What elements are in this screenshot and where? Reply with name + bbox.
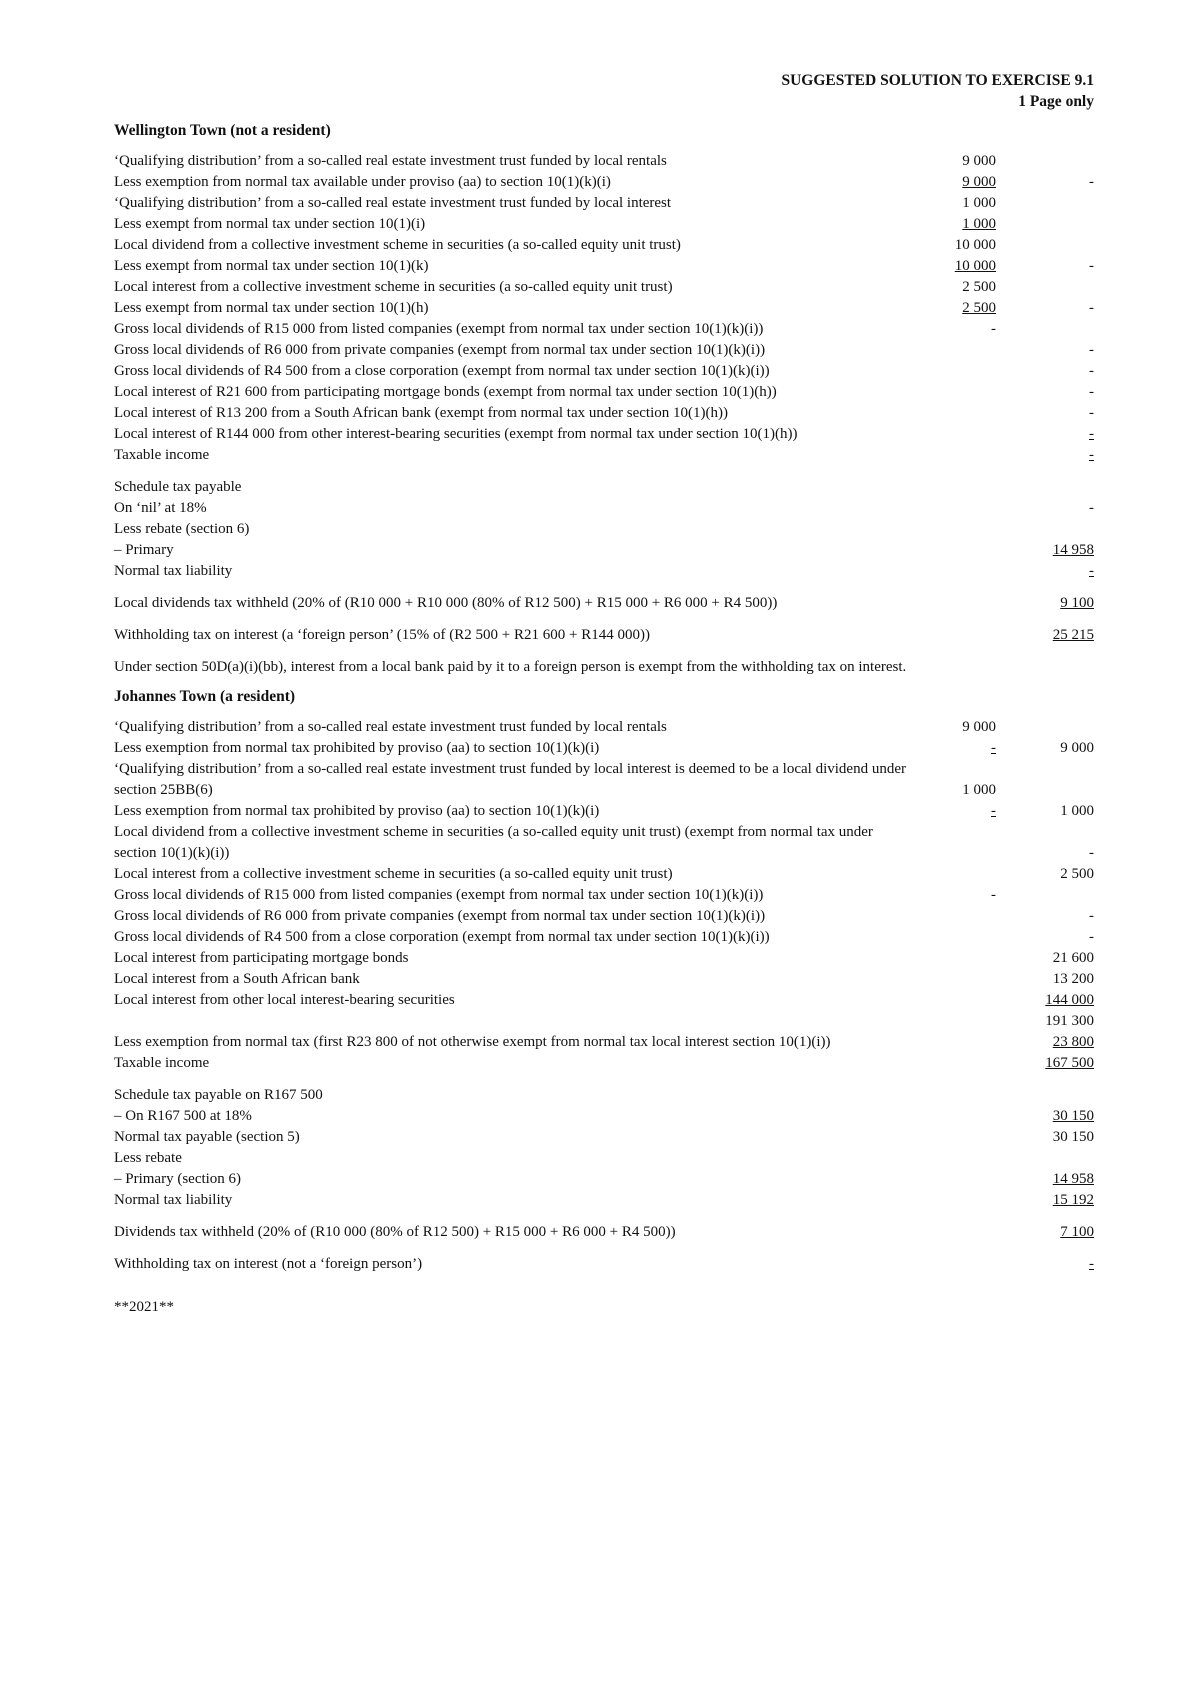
table-row: On ‘nil’ at 18% - <box>114 500 1094 516</box>
table-row: Less rebate <box>114 1150 182 1166</box>
table-row: Schedule tax payable on R167 500 <box>114 1087 323 1103</box>
withholding-tax-row: Withholding tax on interest (not a ‘foreign person’) - <box>114 1256 1094 1272</box>
withholding-tax-row: Withholding tax on interest (a ‘foreign person’ (15% of (R2 500 + R21 600 + R144 000)) 25 215 <box>114 627 1094 643</box>
table-row: Gross local dividends of R6 000 from private companies (exempt from normal tax under section 10(1)(k)(i)) - <box>114 342 1094 358</box>
table-row: ‘Qualifying distribution’ from a so-called real estate investment trust funded by local rentals 9 000 <box>114 719 996 735</box>
table-row: Less exempt from normal tax under section 10(1)(k) 10 000 - <box>114 258 1094 274</box>
footer-year: **2021** <box>114 1299 174 1315</box>
table-row: Local interest of R21 600 from participating mortgage bonds (exempt from normal tax under section 10(1)(h)) - <box>114 384 1094 400</box>
table-row: – Primary (section 6) 14 958 <box>114 1171 1094 1187</box>
table-row: Less rebate (section 6) <box>114 521 250 537</box>
section-title-johannes: Johannes Town (a resident) <box>114 688 296 705</box>
table-row: Normal tax liability 15 192 <box>114 1192 1094 1208</box>
table-row: Less exemption from normal tax (first R23 800 of not otherwise exempt from normal tax local interest section 10(1)(i)) 23 800 <box>114 1034 1094 1050</box>
table-row: Gross local dividends of R6 000 from private companies (exempt from normal tax under section 10(1)(k)(i)) - <box>114 908 1094 924</box>
taxable-income-row: Taxable income 167 500 <box>114 1055 1094 1071</box>
table-row: Gross local dividends of R4 500 from a close corporation (exempt from normal tax under section 10(1)(k)(i)) - <box>114 929 1094 945</box>
table-row: Local interest of R144 000 from other interest-bearing securities (exempt from normal tax under section 10(1)(h)) - <box>114 426 1094 442</box>
table-row: Local dividend from a collective investment scheme in securities (a so-called equity unit trust) (exempt from normal tax under section 10(1)(k)(i)) - <box>114 824 1094 861</box>
document-subtitle: 1 Page only <box>1018 93 1094 110</box>
document-page <box>114 70 1094 1316</box>
document-title: SUGGESTED SOLUTION TO EXERCISE 9.1 <box>781 72 1094 89</box>
johannes-income-table <box>114 717 1094 1074</box>
table-row: Less exemption from normal tax prohibited by proviso (aa) to section 10(1)(k)(i) - 9 000 <box>114 740 1094 756</box>
johannes-tax-table <box>114 1085 1094 1211</box>
table-row: Local interest from a South African bank 13 200 <box>114 971 1094 987</box>
table-row: Local interest from a collective investment scheme in securities (a so-called equity unit trust) 2 500 <box>114 279 996 295</box>
table-row: ‘Qualifying distribution’ from a so-called real estate investment trust funded by local interest 1 000 <box>114 195 996 211</box>
table-row: Local interest from a collective investment scheme in securities (a so-called equity unit trust) 2 500 <box>114 866 1094 882</box>
dividends-tax-row: Local dividends tax withheld (20% of (R10 000 + R10 000 (80% of R12 500) + R15 000 + R6 000 + R4 500)) 9 100 <box>114 595 1094 611</box>
table-row: Less exemption from normal tax available under proviso (aa) to section 10(1)(k)(i) 9 000 - <box>114 174 1094 190</box>
table-row: Local interest of R13 200 from a South African bank (exempt from normal tax under section 10(1)(h)) - <box>114 405 1094 421</box>
table-row: Gross local dividends of R15 000 from listed companies (exempt from normal tax under section 10(1)(k)(i)) - <box>114 887 996 903</box>
table-row: Local dividend from a collective investment scheme in securities (a so-called equity unit trust) 10 000 <box>114 237 996 253</box>
taxable-income-row: Taxable income - <box>114 447 1094 463</box>
section-title-wellington: Wellington Town (not a resident) <box>114 122 331 139</box>
table-row: Normal tax payable (section 5) 30 150 <box>114 1129 1094 1145</box>
table-row: – Primary 14 958 <box>114 542 1094 558</box>
table-row: Local interest from participating mortgage bonds 21 600 <box>114 950 1094 966</box>
table-row: Less exempt from normal tax under section 10(1)(i) 1 000 <box>114 216 996 232</box>
table-row: Schedule tax payable <box>114 479 242 495</box>
wellington-income-table <box>114 151 1094 466</box>
subtotal-row: 191 300 <box>1045 1013 1094 1029</box>
table-row: Less exemption from normal tax prohibited by proviso (aa) to section 10(1)(k)(i) - 1 000 <box>114 803 1094 819</box>
table-row: Less exempt from normal tax under section 10(1)(h) 2 500 - <box>114 300 1094 316</box>
table-row: Normal tax liability - <box>114 563 1094 579</box>
table-row: Gross local dividends of R4 500 from a close corporation (exempt from normal tax under section 10(1)(k)(i)) - <box>114 363 1094 379</box>
table-row: Gross local dividends of R15 000 from listed companies (exempt from normal tax under section 10(1)(k)(i)) - <box>114 321 996 337</box>
table-row: Local interest from other local interest-bearing securities 144 000 <box>114 992 1094 1008</box>
table-row: – On R167 500 at 18% 30 150 <box>114 1108 1094 1124</box>
table-row: ‘Qualifying distribution’ from a so-called real estate investment trust funded by local interest is deemed to be a local dividend under section 25BB(6) 1 000 <box>114 761 996 798</box>
table-row: ‘Qualifying distribution’ from a so-called real estate investment trust funded by local rentals 9 000 <box>114 153 996 169</box>
dividends-tax-row: Dividends tax withheld (20% of (R10 000 (80% of R12 500) + R15 000 + R6 000 + R4 500)) 7 100 <box>114 1224 1094 1240</box>
section-note: Under section 50D(a)(i)(bb), interest from a local bank paid by it to a foreign person is exempt from the withholding tax on interest. <box>114 659 907 675</box>
wellington-tax-table <box>114 477 1094 582</box>
